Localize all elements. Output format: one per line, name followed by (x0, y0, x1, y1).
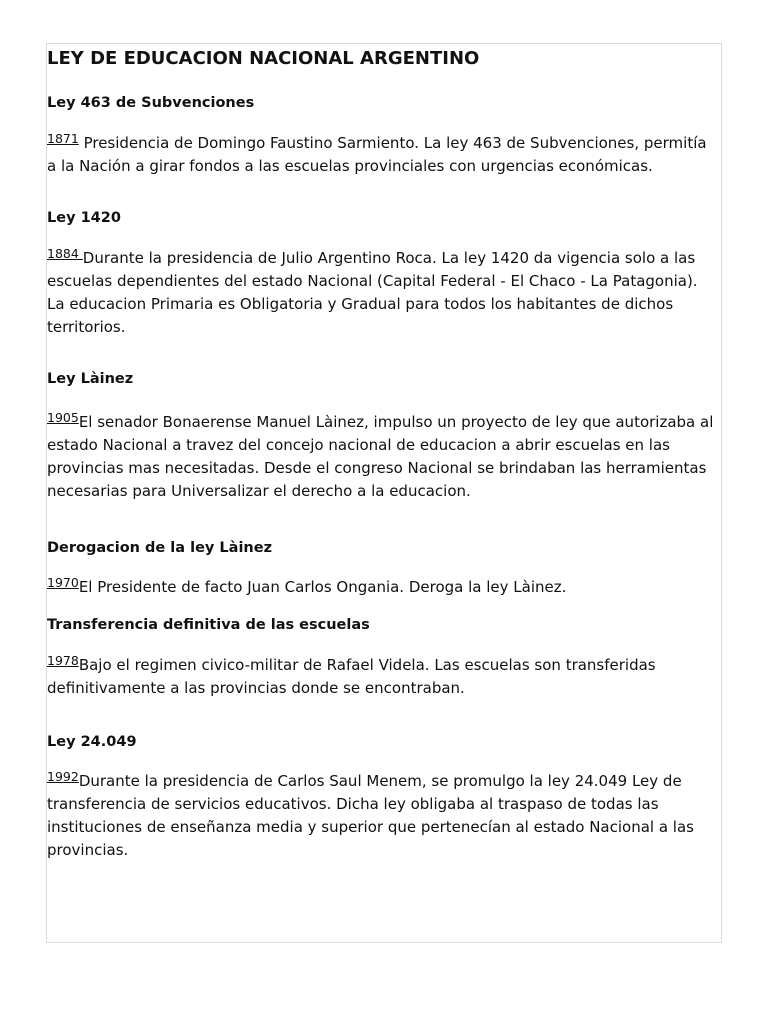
section-entry-ley-24049 (47, 770, 719, 862)
entry-year: 1871 (47, 131, 79, 146)
document-title: LEY DE EDUCACION NACIONAL ARGENTINO (47, 48, 480, 69)
section-heading-ley-1420: Ley 1420 (47, 210, 121, 226)
section-entry-derogacion (47, 576, 719, 599)
section-entry-ley-463 (47, 132, 719, 178)
entry-year: 1992 (47, 769, 79, 784)
entry-text: Durante la presidencia de Julio Argentino Roca. La ley 1420 da vigencia solo a las escuelas dependientes del estado Nacional (Capital Federal - El Chaco - La Patagonia). La educacion Primaria es Obligatoria y Gradual para todos los habitantes de dichos territorios. (47, 249, 698, 336)
entry-text: El senador Bonaerense Manuel Làinez, impulso un proyecto de ley que autorizaba al estado Nacional a travez del concejo nacional de educacion a abrir escuelas en las provincias mas necesitadas. Desde el congreso Nacional se brindaban las herramientas necesarias para Universalizar el derecho a la educacion. (47, 413, 714, 500)
section-heading-ley-lainez: Ley Làinez (47, 371, 134, 387)
section-heading-ley-24049: Ley 24.049 (47, 734, 137, 750)
entry-year: 1905 (47, 410, 79, 425)
entry-year: 1884 (47, 246, 83, 261)
entry-year: 1970 (47, 575, 79, 590)
section-entry-transferencia (47, 654, 719, 700)
section-entry-ley-1420 (47, 247, 719, 339)
section-heading-transferencia: Transferencia definitiva de las escuelas (47, 617, 370, 633)
entry-year: 1978 (47, 653, 79, 668)
entry-text: Presidencia de Domingo Faustino Sarmiento. La ley 463 de Subvenciones, permitía a la Nación a girar fondos a las escuelas provinciales con urgencias económicas. (47, 134, 707, 175)
entry-text: Bajo el regimen civico-militar de Rafael Videla. Las escuelas son transferidas definitivamente a las provincias donde se encontraban. (47, 656, 656, 697)
entry-text: El Presidente de facto Juan Carlos Ongania. Deroga la ley Làinez. (78, 578, 567, 596)
section-heading-ley-463: Ley 463 de Subvenciones (47, 95, 255, 111)
section-heading-derogacion: Derogacion de la ley Làinez (47, 540, 273, 556)
entry-text: Durante la presidencia de Carlos Saul Menem, se promulgo la ley 24.049 Ley de transferencia de servicios educativos. Dicha ley obligaba al traspaso de todas las instituciones de enseñanza media y superior que pertenecían al estado Nacional a las provincias. (47, 772, 694, 859)
section-entry-ley-lainez (47, 411, 719, 503)
